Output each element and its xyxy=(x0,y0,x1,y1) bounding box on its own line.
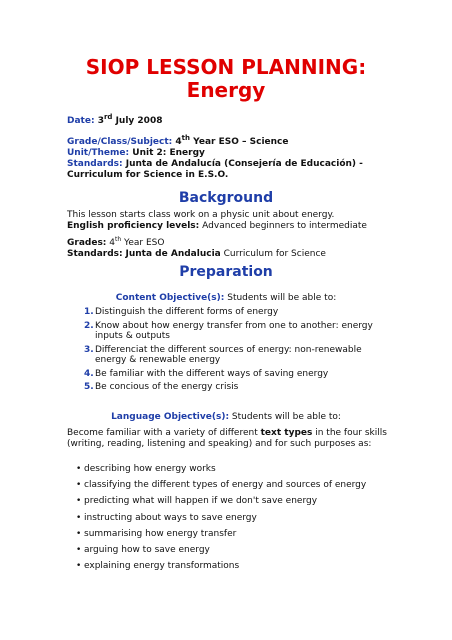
list-item xyxy=(76,464,396,475)
content-objectives-list xyxy=(84,307,384,396)
date-sup: rd xyxy=(103,113,113,121)
list-text: Be concious of the energy crisis xyxy=(95,382,239,392)
date-num: 3 xyxy=(97,116,104,126)
list-text: classifying the different types of energy and sources of energy xyxy=(84,480,367,491)
background-intro: This lesson starts class work on a physic unit about energy. xyxy=(67,210,335,220)
list-number: 4. xyxy=(84,368,94,379)
list-number: 1. xyxy=(84,307,94,317)
list-text: Be familiar with the different ways of saving energy xyxy=(95,368,329,379)
list-number: 3. xyxy=(84,344,94,355)
language-objectives-heading xyxy=(0,412,452,423)
grades-line xyxy=(67,234,397,249)
list-item xyxy=(84,345,384,366)
bullet-icon: • xyxy=(76,464,82,474)
background-standards-line xyxy=(67,249,397,260)
list-text: summarising how energy transfer xyxy=(84,528,237,539)
bullet-icon: • xyxy=(76,544,82,555)
preparation-heading: Preparation xyxy=(179,264,273,280)
purposes-list xyxy=(76,464,396,577)
content-objectives-heading xyxy=(0,293,452,304)
list-text: Know about how energy transfer from one to another: energy inputs & outputs xyxy=(95,320,373,341)
background-standards-bold: Junta de Andalucia xyxy=(125,249,221,259)
grade-rest: Year ESO – Science xyxy=(193,137,289,147)
familiar-bold: text types xyxy=(260,428,313,438)
language-objectives-text: Students will be able to: xyxy=(231,412,341,422)
bullet-icon: • xyxy=(76,512,82,523)
list-item xyxy=(76,561,396,572)
content-objectives-label: Content Objective(s): xyxy=(115,293,225,303)
grade-label: Grade/Class/Subject: xyxy=(67,137,173,147)
date-rest: July 2008 xyxy=(115,116,163,126)
background-section xyxy=(67,210,397,260)
bullet-icon: • xyxy=(76,480,82,491)
list-number: 2. xyxy=(84,320,94,331)
bullet-icon: • xyxy=(76,496,82,507)
document-title xyxy=(0,56,452,102)
grade-sup: th xyxy=(181,134,191,142)
lesson-meta xyxy=(67,112,397,181)
language-objectives-label: Language Objective(s): xyxy=(111,412,230,422)
unit-value: Unit 2: Energy xyxy=(132,148,205,158)
list-text: arguing how to save energy xyxy=(84,544,210,555)
english-levels-label: English proficiency levels: xyxy=(67,221,200,231)
list-item xyxy=(76,513,396,524)
list-item xyxy=(76,545,396,556)
standards-label: Standards: xyxy=(67,159,123,169)
title-line-1: SIOP LESSON PLANNING: xyxy=(85,55,367,79)
background-standards-label: Standards: xyxy=(67,249,123,259)
grades-sup: th xyxy=(115,236,122,243)
background-heading: Background xyxy=(178,190,274,206)
grades-num: 4 xyxy=(109,238,116,248)
familiar-paragraph xyxy=(67,428,397,450)
grades-rest: Year ESO xyxy=(124,238,165,248)
unit-line xyxy=(67,148,397,159)
list-item xyxy=(76,529,396,540)
grade-line xyxy=(67,133,397,148)
list-item xyxy=(84,382,384,393)
standards-line-2: Curriculum for Science in E.S.O. xyxy=(67,170,229,180)
list-item xyxy=(84,369,384,380)
title-line-2: Energy xyxy=(186,78,266,102)
grade-num: 4 xyxy=(175,137,182,147)
grades-label: Grades: xyxy=(67,238,107,248)
list-text: describing how energy works xyxy=(84,464,216,474)
list-item xyxy=(76,496,396,507)
familiar-pre: Become familiar with a variety of different xyxy=(67,428,258,438)
english-levels-value: Advanced beginners to intermediate xyxy=(202,221,367,231)
list-text: instructing about ways to save energy xyxy=(84,512,257,523)
content-objectives-text: Students will be able to: xyxy=(227,293,337,303)
unit-label: Unit/Theme: xyxy=(67,148,130,158)
familiar-text xyxy=(67,428,397,450)
standards-line xyxy=(67,159,397,170)
date-line xyxy=(67,112,397,127)
date-label: Date: xyxy=(67,116,95,126)
standards-value: Junta de Andalucía (Consejería de Educación) - xyxy=(125,159,363,169)
bullet-icon: • xyxy=(76,561,82,572)
list-number: 5. xyxy=(84,382,94,392)
list-item xyxy=(84,307,384,318)
english-levels-line xyxy=(67,221,397,232)
background-standards-rest: Curriculum for Science xyxy=(223,249,326,259)
list-text: Differenciat the different sources of energy: non-renewable energy & renewable energy xyxy=(95,344,362,365)
list-text: predicting what will happen if we don't save energy xyxy=(84,496,318,507)
list-item xyxy=(76,480,396,491)
familiar-post: in the four skills (writing, reading, listening and speaking) and for such purposes as: xyxy=(67,428,387,449)
list-text: explaining energy transformations xyxy=(84,561,240,572)
list-text: Distinguish the different forms of energy xyxy=(95,307,279,317)
list-item xyxy=(84,321,384,342)
bullet-icon: • xyxy=(76,528,82,539)
